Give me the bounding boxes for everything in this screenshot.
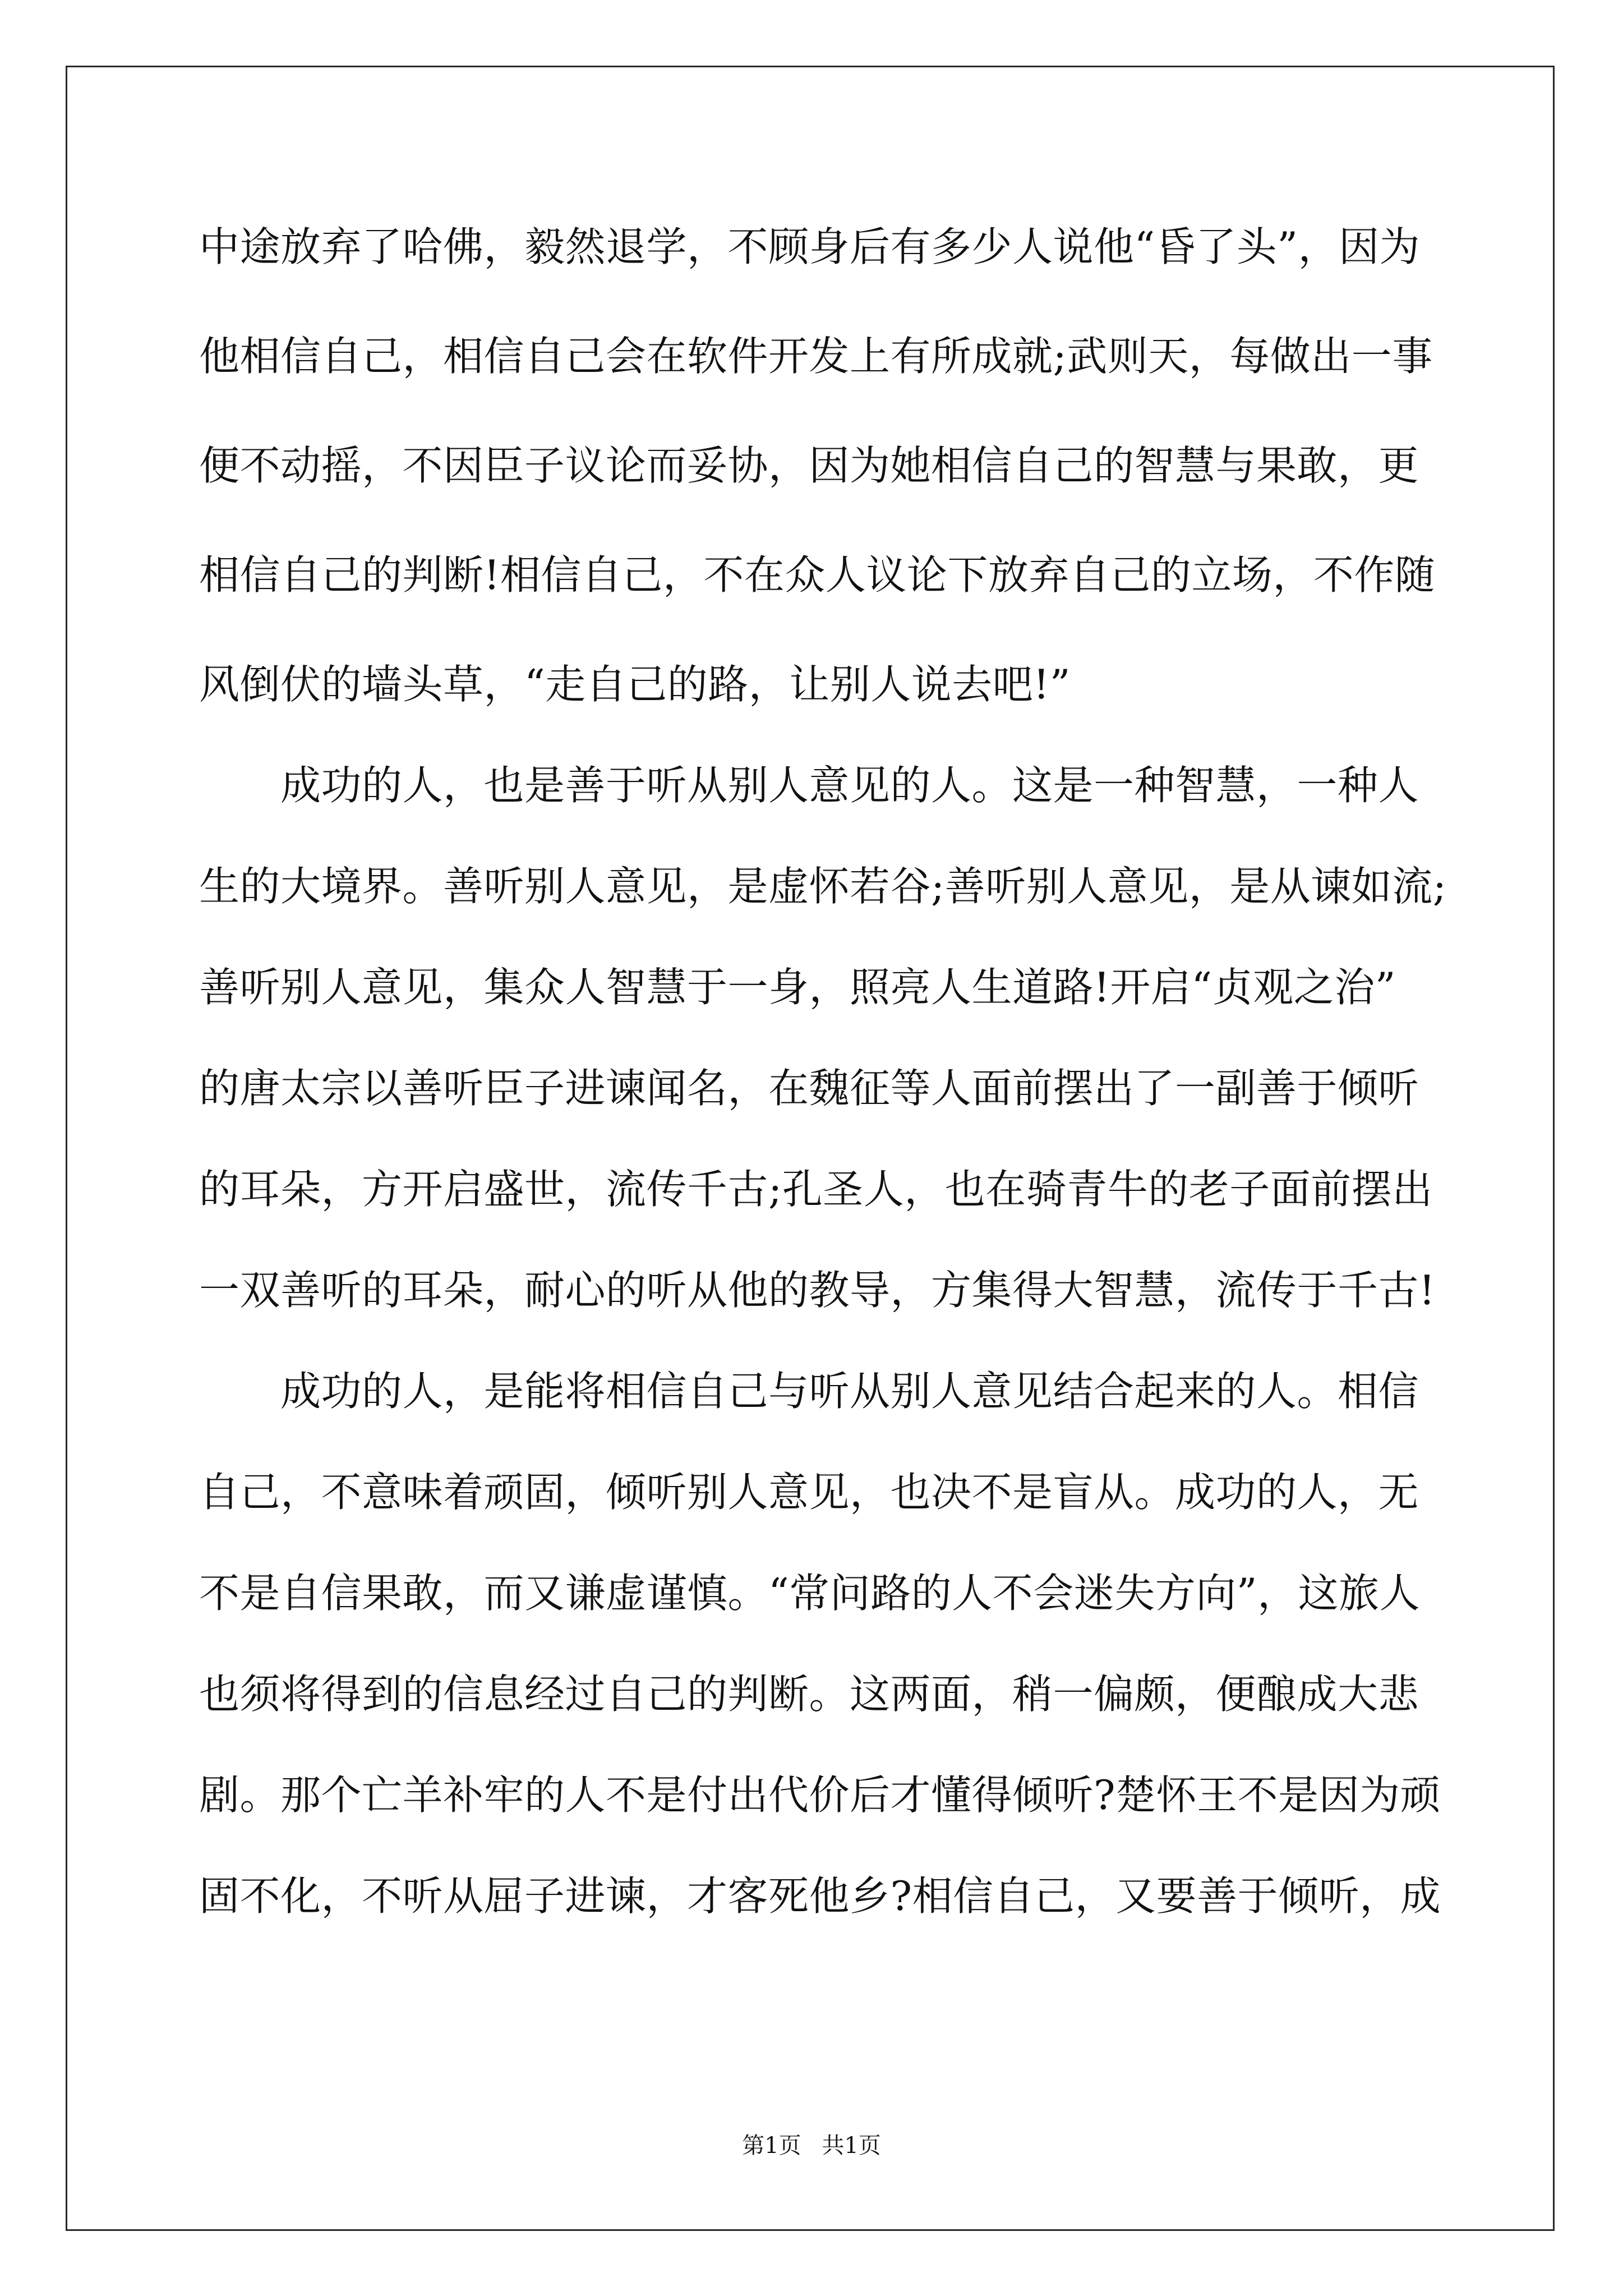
text-line: 他相信自己，相信自己会在软件开发上有所成就;武则天，每做出一事: [199, 333, 1433, 380]
text-line: 相信自己的判断!相信自己，不在众人议论下放弃自己的立场，不作随: [199, 551, 1436, 599]
text-line: 生的大境界。善听别人意见，是虚怀若谷;善听别人意见，是从谏如流;: [199, 863, 1447, 910]
page-footer: [0, 2132, 1623, 2160]
text-line: 剧。那个亡羊补牢的人不是付出代价后才懂得倾听?楚怀王不是因为顽: [199, 1772, 1441, 1819]
page-total: 共1页: [822, 2133, 881, 2159]
text-line: 成功的人，是能将相信自己与听从别人意见结合起来的人。相信: [280, 1368, 1419, 1415]
text-line: 中途放弃了哈佛，毅然退学，不顾身后有多少人说他“昏了头”，因为: [199, 223, 1421, 270]
text-line: 不是自信果敢，而又谦虚谨慎。“常问路的人不会迷失方向”，这旅人: [199, 1570, 1421, 1617]
text-line: 自己，不意味着顽固，倾听别人意见，也决不是盲从。成功的人，无: [199, 1469, 1419, 1516]
page-number: 第1页: [742, 2133, 801, 2159]
text-line: 风倒伏的墙头草，“走自己的路，让别人说去吧!”: [199, 661, 1071, 708]
text-line: 也须将得到的信息经过自己的判断。这两面，稍一偏颇，便酿成大悲: [199, 1671, 1419, 1718]
text-line: 固不化，不听从屈子进谏，才客死他乡?相信自己，又要善于倾听，成: [199, 1872, 1441, 1920]
text-line: 一双善听的耳朵，耐心的听从他的教导，方集得大智慧，流传于千古!: [199, 1267, 1436, 1314]
text-line: 成功的人，也是善于听从别人意见的人。这是一种智慧，一种人: [280, 762, 1419, 809]
text-line: 善听别人意见，集众人智慧于一身，照亮人生道路!开启“贞观之治”: [199, 964, 1396, 1011]
text-line: 的耳朵，方开启盛世，流传千古;孔圣人，也在骑青牛的老子面前摆出: [199, 1166, 1433, 1213]
text-line: 便不动摇，不因臣子议论而妥协，因为她相信自己的智慧与果敢，更: [199, 442, 1419, 489]
text-line: 的唐太宗以善听臣子进谏闻名，在魏征等人面前摆出了一副善于倾听: [199, 1065, 1419, 1112]
